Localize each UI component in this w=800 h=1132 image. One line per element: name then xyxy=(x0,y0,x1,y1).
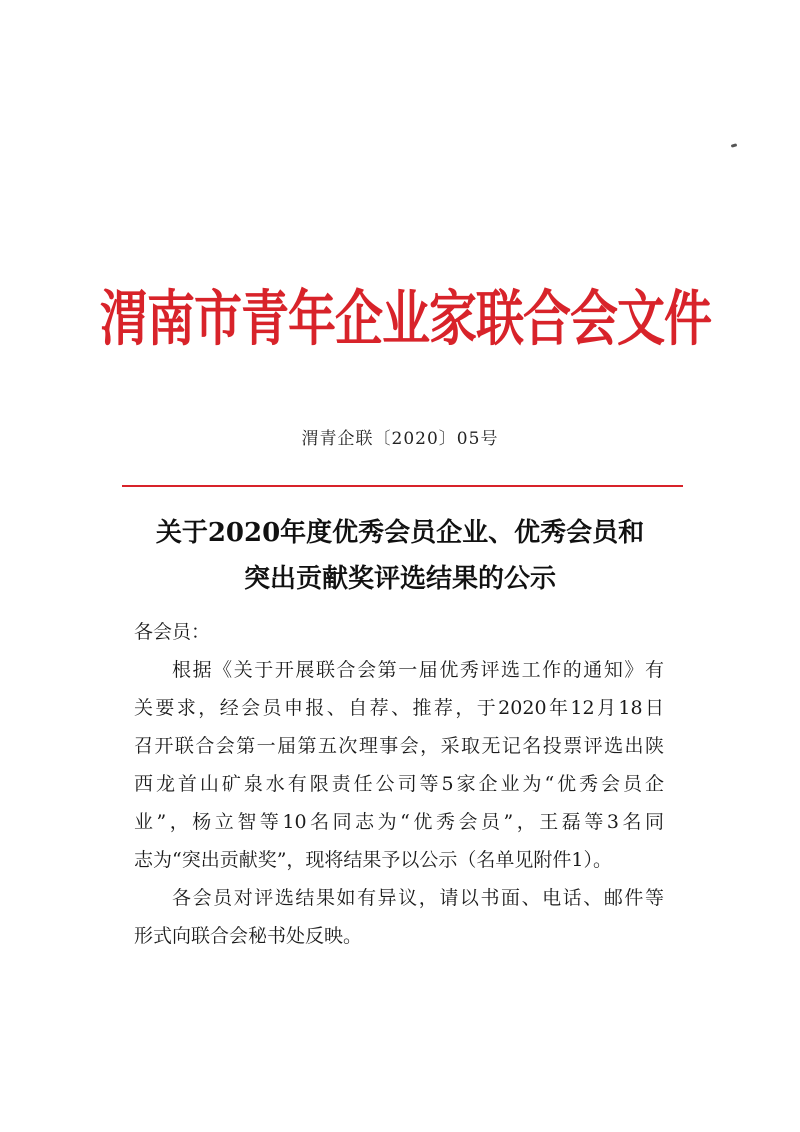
notice-title-line-1: 关于2020年度优秀会员企业、优秀会员和 xyxy=(155,518,645,548)
document-header-title: 渭南市青年企业家联合会文件 xyxy=(100,284,712,355)
salutation: 各会员： xyxy=(134,621,211,643)
paragraph-1 xyxy=(134,651,664,879)
notice-body xyxy=(134,613,664,955)
paragraph-1-line-4: 西龙首山矿泉水有限责任公司等5家企业为“优秀会员企 xyxy=(134,773,664,795)
paragraph-1-line-6: 志为“突出贡献奖”，现将结果予以公示（名单见附件1）。 xyxy=(134,849,613,871)
scan-speck xyxy=(731,143,738,147)
notice-title xyxy=(100,510,700,602)
paragraph-1-line-5: 业”，杨立智等10名同志为“优秀会员”，王磊等3名同 xyxy=(134,811,664,833)
notice-title-line-2: 突出贡献奖评选结果的公示 xyxy=(243,564,556,594)
paragraph-2-line-1: 各会员对评选结果如有异议，请以书面、电话、邮件等 xyxy=(172,887,664,909)
paragraph-2-line-2: 形式向联合会秘书处反映。 xyxy=(134,925,363,947)
paragraph-1-line-3: 召开联合会第一届第五次理事会，采取无记名投票评选出陕 xyxy=(134,735,664,757)
paragraph-1-line-1: 根据《关于开展联合会第一届优秀评选工作的通知》有 xyxy=(172,659,664,681)
paragraph-1-line-2: 关要求，经会员申报、自荐、推荐，于2020年12月18日 xyxy=(134,697,664,719)
paragraph-2 xyxy=(134,879,664,955)
document-number: 渭青企联〔2020〕05号 xyxy=(301,429,499,449)
red-divider-line xyxy=(122,485,683,487)
